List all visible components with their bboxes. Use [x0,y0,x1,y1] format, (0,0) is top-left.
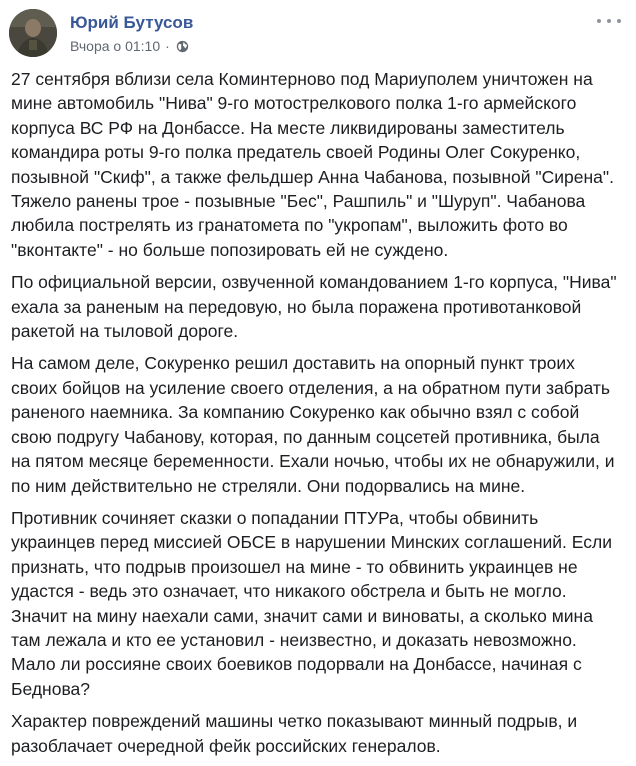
post-paragraph: Характер повреждений машины четко показывают минный подрыв, и разоблачает очередной фейк российских генералов. [11,711,578,756]
post-header [9,9,627,57]
author-avatar[interactable] [9,9,57,57]
avatar-photo [9,9,57,57]
more-dot [617,19,621,23]
post-timestamp[interactable]: Вчора о 01:10 [70,38,161,54]
globe-icon[interactable] [176,40,189,53]
post-paragraph: 27 сентября вблизи села Коминтерново под Мариуполем уничтожен на мине автомобиль "Нива" 9-го мотострелкового полка 1-го армейского корпуса ВС РФ на Донбассе. На месте ликвидированы заместитель командира роты 9-го полка предатель своей Родины Олег Сокуренко, позывной "Скиф", а также фельдшер Анна Чабанова, позывной "Сирена". Тяжело ранены трое - позывные "Бес", Рашпиль" и "Шуруп". Чабанова любила пострелять из гранатомета по "укропам", выложить фото во "вконтакте" - но больше попозировать ей не суждено. [11,69,614,260]
more-dot [597,19,601,23]
post-body [11,67,623,766]
post-paragraph: На самом деле, Сокуренко решил доставить на опорный пункт троих своих бойцов на усиление своего отделения, а на обратном пути забрать раненого наемника. За компанию Сокуренко как обычно взял с собой свою подругу Чабанову, которая, по данным соцсетей противника, была на пятом месяце беременности. Ехали ночью, чтобы их не обнаружили, и по ним действительно не стреляли. Они подорвались на мине. [11,353,615,496]
more-dot [607,19,611,23]
author-name-link[interactable]: Юрий Бутусов [70,13,194,32]
meta-separator: · [165,38,170,54]
post-meta [70,38,189,54]
post-paragraph: По официальной версии, озвученной командованием 1-го корпуса, "Нива" ехала за раненым на передовую, но была поражена противотанковой ракетой на тыловой дороге. [11,272,617,342]
post-paragraph: Противник сочиняет сказки о попадании ПТУРа, чтобы обвинить украинцев перед миссией ОБСЕ в нарушении Минских соглашений. Если признать, что подрыв произошел на мине - то обвинить украинцев не удастся - ведь это означает, что никакого обстрела и быть не могло. Значит на мину наехали сами, значит сами и виноваты, а сколько мина там лежала и кто ее установил - неизвестно, и доказать невозможно. Мало ли россияне своих боевиков подорвали на Донбассе, начиная с Беднова? [11,507,612,699]
more-horizontal-icon[interactable] [597,13,621,29]
